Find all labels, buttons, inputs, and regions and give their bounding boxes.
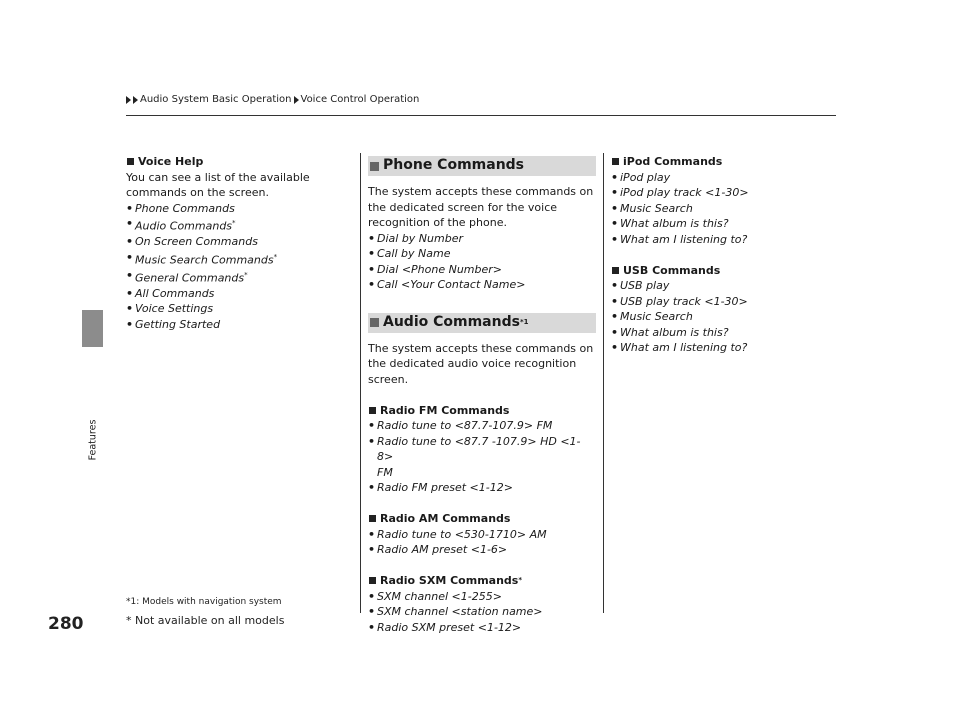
audio-commands-banner: Audio Commands *1: [368, 313, 596, 333]
availability-note: * Not available on all models: [126, 614, 285, 627]
list-item: • What album is this?: [611, 325, 729, 339]
list-item: • Radio AM preset <1-6>: [368, 543, 508, 556]
voice-help-list: [126, 201, 351, 333]
list-item: • What album is this?: [611, 217, 729, 230]
commands-column: [368, 156, 596, 635]
list-item: • All Commands: [126, 286, 215, 300]
voice-help-intro: You can see a list of the available commands on the screen.: [126, 170, 310, 199]
list-item: • Dial by Number: [368, 231, 463, 245]
fm-list: [368, 418, 596, 496]
list-item: • What am I listening to?: [611, 341, 748, 354]
list-item: • Getting Started: [126, 317, 221, 331]
am-heading: Radio AM Commands: [368, 511, 596, 527]
square-bullet-icon: [369, 407, 376, 414]
phone-intro: The system accepts these commands on the dedicated screen for the voice recognition of the phone.: [368, 185, 594, 229]
voice-help-heading: Voice Help: [126, 154, 351, 170]
arrow-right-icon: [133, 96, 138, 104]
square-bullet-icon: [370, 318, 379, 327]
footnote: *1: Models with navigation system: [126, 597, 282, 607]
usb-list: [611, 278, 836, 356]
chapter-tab: [82, 310, 103, 347]
arrow-right-icon: [126, 96, 131, 104]
arrow-right-icon: [294, 96, 299, 104]
list-item: • Dial <Phone Number>: [368, 262, 503, 276]
chapter-label: Features: [87, 419, 98, 461]
ipod-list: [611, 170, 836, 248]
voice-help-column: [126, 154, 351, 332]
list-item: • Radio tune to <87.7 -107.9> HD <1-8>: [368, 434, 581, 463]
list-item: • SXM channel <1-255>: [368, 589, 502, 603]
list-item: • On Screen Commands: [126, 235, 258, 249]
phone-list: [368, 231, 596, 293]
page-number: 280: [48, 614, 84, 634]
list-item: • Music Search: [611, 201, 693, 215]
list-item: • Radio SXM preset <1-12>: [368, 620, 522, 634]
list-item: • Phone Commands: [126, 201, 235, 215]
list-item: • General Commands*: [126, 268, 248, 285]
breadcrumb-item[interactable]: Audio System Basic Operation: [140, 94, 292, 105]
sxm-heading: Radio SXM Commands *: [368, 573, 596, 589]
list-item: • USB play track <1-30>: [611, 294, 748, 308]
list-item: • Radio tune to <87.7-107.9> FM: [368, 419, 553, 432]
list-item: • USB play: [611, 279, 670, 292]
square-bullet-icon: [612, 267, 619, 274]
square-bullet-icon: [369, 515, 376, 522]
list-item-continued: FM: [377, 465, 393, 479]
list-item: • What am I listening to?: [611, 232, 748, 246]
am-list: [368, 527, 596, 558]
media-commands-column: [611, 154, 836, 356]
list-item: • Audio Commands*: [126, 217, 236, 233]
audio-intro: The system accepts these commands on the dedicated audio voice recognition screen.: [368, 341, 594, 386]
breadcrumb-item[interactable]: Voice Control Operation: [300, 94, 420, 105]
list-item: • Radio tune to <530-1710> AM: [368, 527, 547, 541]
list-item: • Music Search Commands*: [126, 250, 278, 267]
breadcrumb: [126, 94, 419, 105]
list-item: • Music Search: [611, 310, 693, 323]
list-item: • iPod play track <1-30>: [611, 186, 749, 199]
header-rule: [126, 115, 836, 116]
sxm-list: [368, 589, 596, 636]
ipod-heading: iPod Commands: [611, 154, 836, 170]
square-bullet-icon: [127, 158, 134, 165]
list-item: • Voice Settings: [126, 302, 214, 316]
list-item: • Radio FM preset <1-12>: [368, 481, 513, 494]
list-item: • Call by Name: [368, 247, 451, 260]
square-bullet-icon: [370, 162, 379, 171]
square-bullet-icon: [612, 158, 619, 165]
list-item: • iPod play: [611, 170, 671, 184]
phone-commands-banner: Phone Commands: [368, 156, 596, 176]
column-divider: [603, 153, 604, 613]
list-item: • Call <Your Contact Name>: [368, 278, 526, 291]
list-item: • SXM channel <station name>: [368, 605, 543, 618]
fm-heading: Radio FM Commands: [368, 403, 596, 419]
usb-heading: USB Commands: [611, 263, 836, 279]
square-bullet-icon: [369, 577, 376, 584]
column-divider: [360, 153, 361, 613]
